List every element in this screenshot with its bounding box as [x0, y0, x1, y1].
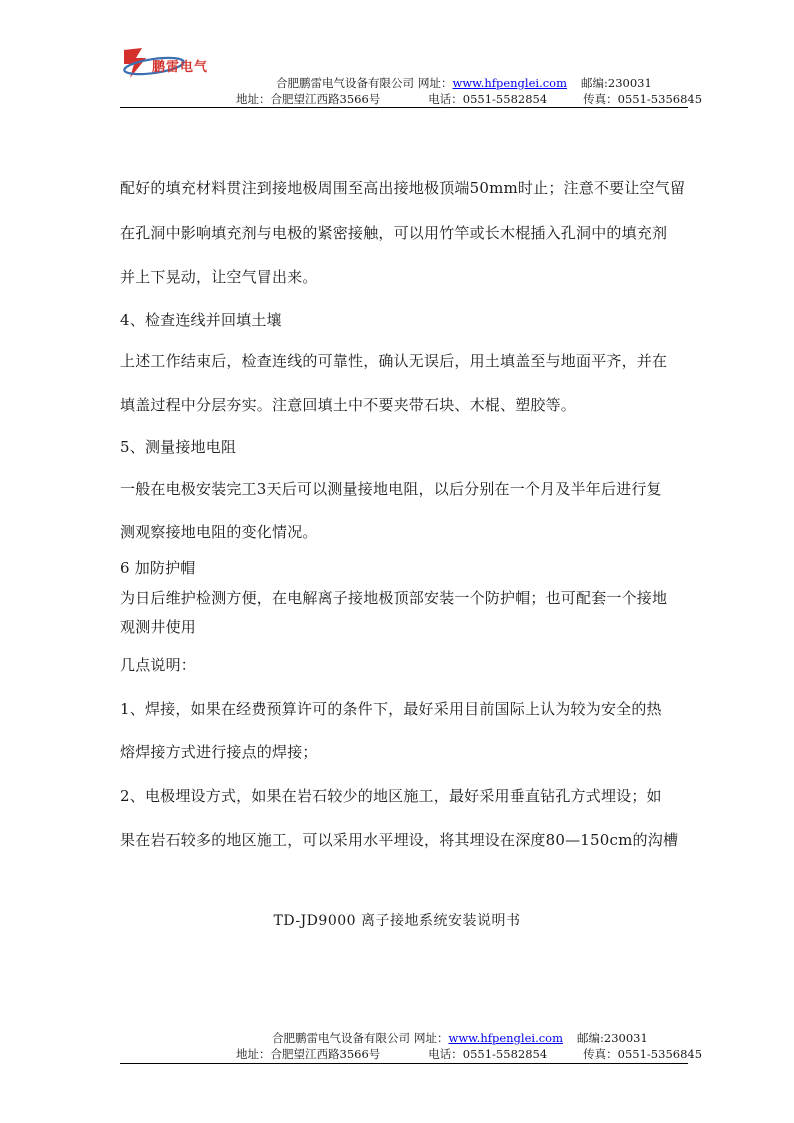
body-line: 2、电极埋设方式，如果在岩石较少的地区施工，最好采用垂直钻孔方式埋设；如 — [120, 787, 662, 805]
body-line: 填盖过程中分层夯实。注意回填土中不要夹带石块、木棍、塑胶等。 — [120, 396, 577, 414]
document-title: TD-JD9000 离子接地系统安装说明书 — [273, 913, 521, 929]
body-line: 1、焊接，如果在经费预算许可的条件下，最好采用目前国际上认为较为安全的热 — [120, 700, 662, 718]
footer-fax: 0551-5356845 — [617, 1047, 703, 1061]
footer-divider — [120, 1063, 688, 1064]
logo-text: 鹏雷电气 — [152, 60, 209, 75]
body-line: 为日后维护检测方便，在电解离子接地极顶部安装一个防护帽；也可配套一个接地 — [120, 589, 668, 607]
footer-address-label: 地址： — [236, 1047, 271, 1061]
header-address-label: 地址： — [236, 92, 271, 106]
footer-postcode-label: 邮编: — [577, 1031, 604, 1045]
footer-phone: 0551-5582854 — [462, 1047, 548, 1061]
header-phone-label: 电话： — [428, 92, 463, 106]
header-phone: 0551-5582854 — [462, 92, 548, 106]
footer-phone-label: 电话： — [428, 1047, 463, 1061]
footer-postcode: 230031 — [603, 1031, 648, 1045]
body-line: 上述工作结束后，检查连线的可靠性，确认无误后，用土填盖至与地面平齐，并在 — [120, 352, 668, 370]
footer-company: 合肥鹏雷电气设备有限公司 — [272, 1031, 410, 1045]
header-divider — [120, 107, 688, 108]
body-line: 并上下晃动，让空气冒出来。 — [120, 268, 318, 286]
header-fax-label: 传真： — [583, 92, 618, 106]
header-postcode-label: 邮编: — [581, 76, 608, 90]
footer-address-line — [236, 1046, 702, 1062]
section-heading: 几点说明： — [120, 656, 197, 674]
section-heading: 4、检查连线并回填土壤 — [120, 311, 282, 329]
footer-company-line — [272, 1030, 648, 1046]
header-website-link[interactable]: www.hfpenglei.com — [452, 76, 568, 90]
footer-address: 合肥望江西路3566号 — [270, 1047, 381, 1061]
header-company: 合肥鹏雷电气设备有限公司 — [276, 76, 414, 90]
body-line: 果在岩石较多的地区施工，可以采用水平埋设，将其埋设在深度80—150cm的沟槽 — [120, 831, 679, 849]
body-line: 熔焊接方式进行接点的焊接； — [120, 743, 318, 761]
body-line: 观测井使用 — [120, 618, 197, 636]
header-company-line — [276, 75, 652, 91]
footer-website-link[interactable]: www.hfpenglei.com — [448, 1031, 564, 1045]
header-website-label: 网址： — [418, 76, 453, 90]
header-fax: 0551-5356845 — [617, 92, 703, 106]
footer-website-label: 网址： — [414, 1031, 449, 1045]
section-heading: 5、测量接地电阻 — [120, 438, 237, 456]
footer-fax-label: 传真： — [583, 1047, 618, 1061]
section-heading: 6 加防护帽 — [120, 559, 196, 577]
header-address: 合肥望江西路3566号 — [270, 92, 381, 106]
body-line: 在孔洞中影响填充剂与电极的紧密接触，可以用竹竿或长木棍插入孔洞中的填充剂 — [120, 224, 668, 242]
body-line: 一般在电极安装完工3天后可以测量接地电阻，以后分别在一个月及半年后进行复 — [120, 480, 662, 498]
header-postcode: 230031 — [607, 76, 652, 90]
body-line: 测观察接地电阻的变化情况。 — [120, 523, 318, 541]
body-line: 配好的填充材料贯注到接地极周围至高出接地极顶端50mm时止；注意不要让空气留 — [120, 179, 686, 197]
header-address-line — [236, 91, 702, 107]
